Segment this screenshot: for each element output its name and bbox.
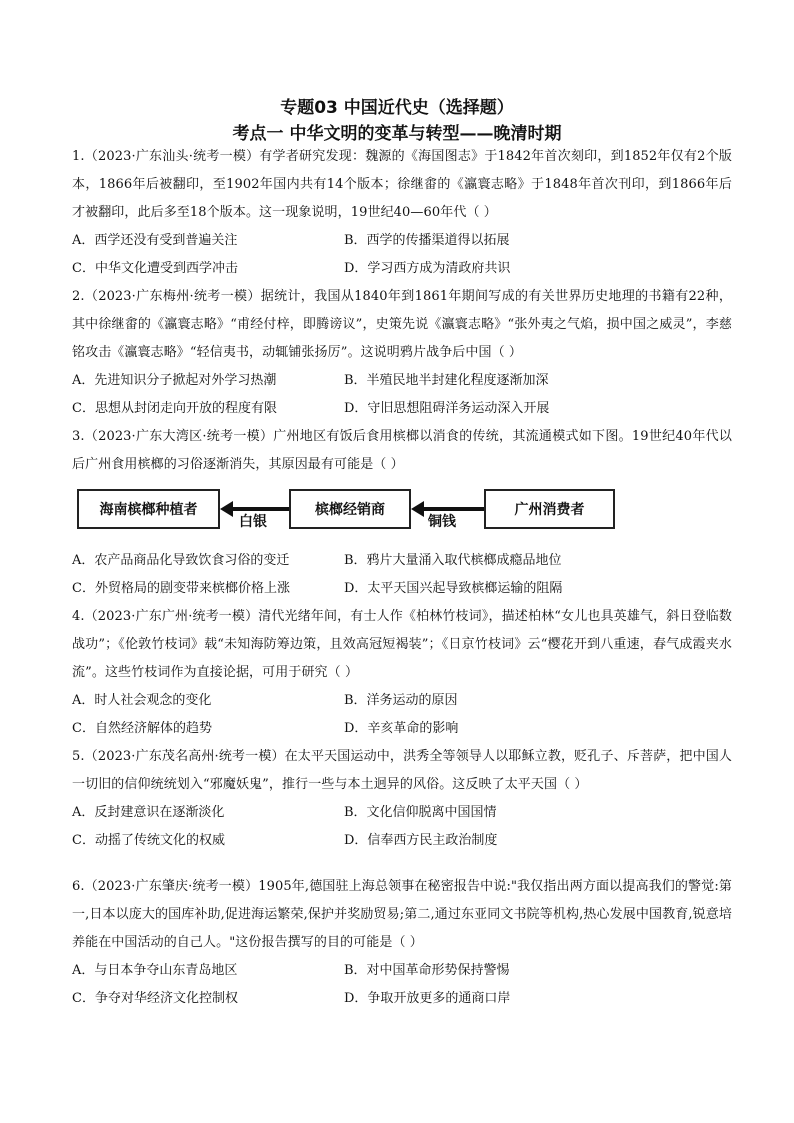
option-list [72, 227, 732, 283]
option-d: D．太平天国兴起导致槟榔运输的阻隔 [344, 581, 563, 596]
option-a: A．西学还没有受到普遍关注 [72, 233, 238, 248]
question-stem: 4.（2023·广东广州·统考一模）清代光绪年间，有士人作《柏林竹枝词》，描述柏林“女儿也具英雄气，斜日登临数战功”；《伦敦竹枝词》载“未知海防筹边策，且效高冠短褐装”；《日京竹枝词》云“樱花开到八重速，春气成霞夹水流”。这些竹枝词作为直接论据，可用于研究（ ） [72, 609, 732, 680]
question-stem: 1.（2023·广东汕头·统考一模）有学者研究发现：魏源的《海国图志》于1842年首次刻印，到1852年仅有2个版本，1866年后被翻印，至1902年国内共有14个版本；徐继畬的《瀛寰志略》于1848年首次刊印，到1866年后才被翻印，此后多至18个版本。这一现象说明，19世纪40—60年代（ ） [72, 149, 732, 220]
question-6 [72, 873, 732, 1013]
box-guangzhou-consumers: 广州消费者 [484, 489, 615, 529]
flow-label-copper: 铜钱 [428, 514, 456, 530]
option-b: B．西学的传播渠道得以拓展 [344, 233, 510, 248]
option-d: D．争取开放更多的通商口岸 [344, 991, 511, 1006]
option-b: B．鸦片大量涌入取代槟榔成瘾品地位 [344, 553, 562, 568]
option-a: A．时人社会观念的变化 [72, 693, 212, 708]
option-c: C．思想从封闭走向开放的程度有限 [72, 401, 277, 416]
option-d: D．辛亥革命的影响 [344, 721, 459, 736]
question-5 [72, 743, 732, 855]
option-list [72, 547, 732, 603]
question-4 [72, 603, 732, 743]
box-hainan-growers: 海南槟榔种植者 [77, 489, 220, 529]
question-stem: 2.（2023·广东梅州·统考一模）据统计，我国从1840年到1861年期间写成的有关世界历史地理的书籍有22种，其中徐继畬的《瀛寰志略》“甫经付梓，即腾谤议”，史策先说《瀛寰志略》“张外夷之气焰，损中国之威灵”，李慈铭攻击《瀛寰志略》“轻信夷书，动辄铺张扬厉”。这说明鸦片战争后中国（ ） [72, 289, 732, 360]
option-a: A．农产品商品化导致饮食习俗的变迁 [72, 553, 290, 568]
option-list [72, 367, 732, 423]
option-b: B．半殖民地半封建化程度逐渐加深 [344, 373, 549, 388]
option-a: A．与日本争夺山东青岛地区 [72, 963, 238, 978]
option-list [72, 799, 732, 855]
page-subtitle: 考点一 中华文明的变革与转型——晚清时期 [232, 124, 562, 144]
option-list [72, 687, 732, 743]
option-d: D．守旧思想阻碍洋务运动深入开展 [344, 401, 550, 416]
question-3 [72, 423, 732, 479]
option-d: D．学习西方成为清政府共识 [344, 261, 511, 276]
flow-label-silver: 白银 [239, 514, 267, 530]
page-title: 专题03 中国近代史（选择题） [280, 98, 514, 118]
option-a: A．反封建意识在逐渐淡化 [72, 805, 225, 820]
option-c: C．争夺对华经济文化控制权 [72, 991, 238, 1006]
option-d: D．信奉西方民主政治制度 [344, 833, 498, 848]
question-3-options [72, 547, 732, 603]
betel-nut-flow-diagram [77, 489, 615, 533]
question-stem: 6.（2023·广东肇庆·统考一模）1905年,德国驻上海总领事在秘密报告中说:"我仅指出两方面以提高我们的警觉:第一,日本以庞大的国库补助,促进海运繁荣,保护并奖励贸易;第二,通过东亚同文书院等机构,热心发展中国教育,锐意培养能在中国活动的自己人。"这份报告撰写的目的可能是（ ） [72, 879, 732, 950]
question-stem: 3.（2023·广东大湾区·统考一模）广州地区有饭后食用槟榔以消食的传统，其流通模式如下图。19世纪40年代以后广州食用槟榔的习俗逐渐消失，其原因最有可能是（ ） [72, 429, 732, 472]
option-c: C．动摇了传统文化的权威 [72, 833, 225, 848]
option-b: B．洋务运动的原因 [344, 693, 458, 708]
option-c: C．中华文化遭受到西学冲击 [72, 261, 238, 276]
option-b: B．对中国革命形势保持警惕 [344, 963, 510, 978]
question-1 [72, 143, 732, 283]
option-list [72, 957, 732, 1013]
question-2 [72, 283, 732, 423]
option-c: C．外贸格局的剧变带来槟榔价格上涨 [72, 581, 290, 596]
box-distributors: 槟榔经销商 [289, 489, 411, 529]
option-b: B．文化信仰脱离中国国情 [344, 805, 497, 820]
option-a: A．先进知识分子掀起对外学习热潮 [72, 373, 277, 388]
question-stem: 5.（2023·广东茂名高州·统考一模）在太平天国运动中，洪秀全等领导人以耶稣立教，贬孔子、斥菩萨，把中国人一切旧的信仰统统划入“邪魔妖鬼”，推行一些与本土迥异的风俗。这反映了太平天国（ ） [72, 749, 732, 792]
option-c: C．自然经济解体的趋势 [72, 721, 212, 736]
